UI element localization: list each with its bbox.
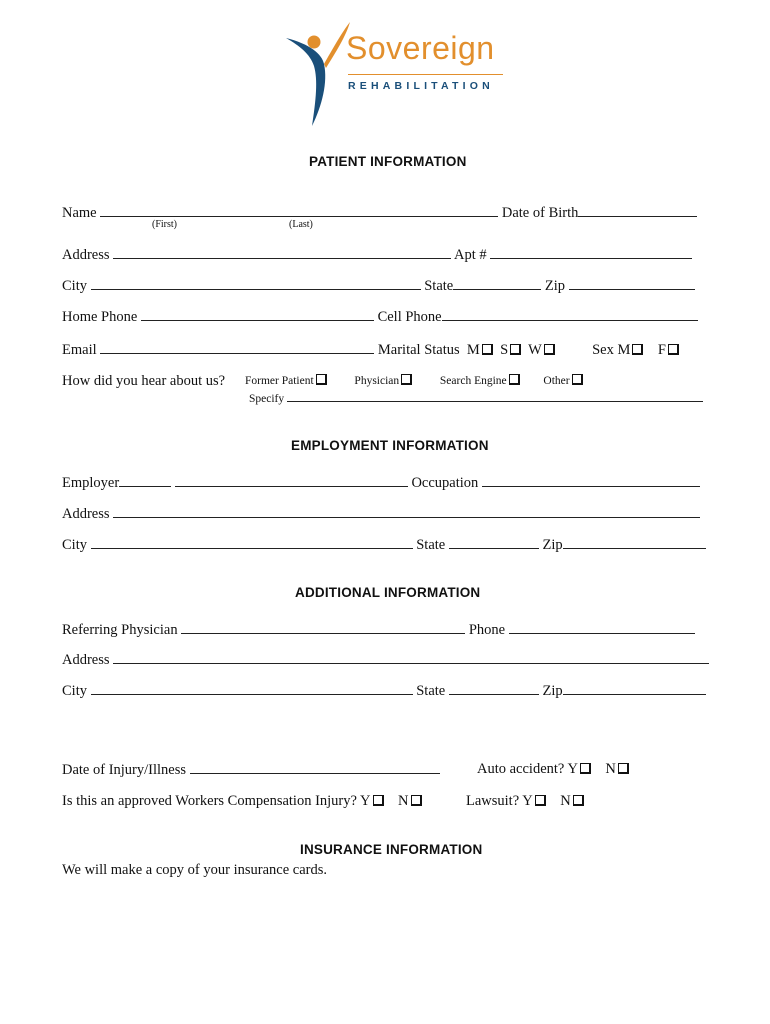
home-phone-field[interactable] bbox=[141, 307, 374, 321]
auto-accident-n-label: N bbox=[605, 761, 616, 777]
last-name-sublabel: (Last) bbox=[289, 219, 313, 230]
company-logo bbox=[280, 20, 510, 130]
phone-row bbox=[62, 307, 698, 326]
option-physician-checkbox[interactable] bbox=[401, 374, 412, 385]
referral-source-row bbox=[62, 372, 225, 390]
specify-row bbox=[249, 391, 703, 406]
employer-address-label: Address bbox=[62, 506, 110, 522]
state-label: State bbox=[424, 278, 454, 294]
marital-status-label: Marital Status bbox=[377, 342, 460, 358]
additional-zip-label: Zip bbox=[542, 683, 563, 699]
sex-f-checkbox[interactable] bbox=[668, 344, 679, 355]
occupation-field[interactable] bbox=[482, 473, 700, 487]
injury-date-field[interactable] bbox=[190, 760, 440, 774]
referring-physician-field[interactable] bbox=[181, 620, 465, 634]
sex-f-label: F bbox=[657, 342, 666, 358]
insurance-info-heading: INSURANCE INFORMATION bbox=[300, 842, 483, 857]
physician-phone-label: Phone bbox=[468, 622, 506, 638]
injury-date-label: Date of Injury/Illness bbox=[62, 762, 187, 778]
marital-m-label: M bbox=[466, 342, 480, 358]
address-row bbox=[62, 245, 692, 264]
dob-label: Date of Birth bbox=[501, 205, 579, 221]
workers-comp-n-label: N bbox=[398, 793, 409, 809]
email-label: Email bbox=[62, 342, 97, 358]
additional-city-label: City bbox=[62, 683, 87, 699]
logo-tagline: REHABILITATION bbox=[348, 80, 494, 92]
employer-state-label: State bbox=[416, 537, 446, 553]
workers-comp-row bbox=[62, 792, 422, 810]
employer-label: Employer bbox=[62, 475, 120, 491]
employer-city-label: City bbox=[62, 537, 87, 553]
apt-field[interactable] bbox=[490, 245, 692, 259]
employer-city-row bbox=[62, 535, 706, 554]
option-other-label: Other bbox=[543, 375, 570, 387]
employer-address-field[interactable] bbox=[113, 504, 700, 518]
workers-comp-yes-checkbox[interactable] bbox=[373, 795, 384, 806]
patient-info-heading: PATIENT INFORMATION bbox=[309, 154, 467, 169]
auto-accident-no-checkbox[interactable] bbox=[618, 763, 629, 774]
option-search-engine-checkbox[interactable] bbox=[509, 374, 520, 385]
specify-label: Specify bbox=[249, 393, 285, 405]
employer-zip-label: Zip bbox=[542, 537, 563, 553]
zip-field[interactable] bbox=[569, 276, 695, 290]
additional-city-field[interactable] bbox=[91, 681, 413, 695]
option-former-patient-checkbox[interactable] bbox=[316, 374, 327, 385]
additional-address-label: Address bbox=[62, 652, 110, 668]
address-field[interactable] bbox=[113, 245, 451, 259]
city-label: City bbox=[62, 278, 87, 294]
auto-accident-label: Auto accident? Y bbox=[477, 761, 578, 777]
additional-state-field[interactable] bbox=[449, 681, 539, 695]
employment-info-heading: EMPLOYMENT INFORMATION bbox=[291, 438, 489, 453]
cell-phone-label: Cell Phone bbox=[377, 309, 442, 325]
city-field[interactable] bbox=[91, 276, 421, 290]
referral-options bbox=[245, 374, 583, 388]
workers-comp-label: Is this an approved Workers Compensation Injury? Y bbox=[62, 793, 371, 809]
occupation-label: Occupation bbox=[411, 475, 479, 491]
email-row bbox=[62, 340, 679, 359]
name-field[interactable] bbox=[100, 203, 498, 217]
lawsuit-label: Lawsuit? Y bbox=[466, 793, 533, 809]
option-physician-label: Physician bbox=[354, 375, 400, 387]
marital-m-checkbox[interactable] bbox=[482, 344, 493, 355]
marital-s-label: S bbox=[500, 342, 509, 358]
referring-physician-label: Referring Physician bbox=[62, 622, 178, 638]
name-label: Name bbox=[62, 205, 97, 221]
additional-state-label: State bbox=[416, 683, 446, 699]
sex-m-label: Sex M bbox=[592, 342, 631, 358]
additional-address-row bbox=[62, 650, 709, 669]
logo-divider bbox=[348, 74, 503, 75]
sex-m-checkbox[interactable] bbox=[632, 344, 643, 355]
additional-address-field[interactable] bbox=[113, 650, 709, 664]
home-phone-label: Home Phone bbox=[62, 309, 138, 325]
auto-accident-yes-checkbox[interactable] bbox=[580, 763, 591, 774]
hear-about-label: How did you hear about us? bbox=[62, 373, 226, 389]
first-name-sublabel: (First) bbox=[152, 219, 177, 230]
injury-date-row bbox=[62, 760, 440, 779]
email-field[interactable] bbox=[100, 340, 374, 354]
lawsuit-row bbox=[466, 792, 584, 810]
state-field[interactable] bbox=[453, 276, 541, 290]
logo-wordmark: Sovereign bbox=[346, 30, 495, 66]
dob-field[interactable] bbox=[578, 203, 697, 217]
marital-w-checkbox[interactable] bbox=[544, 344, 555, 355]
referring-physician-row bbox=[62, 620, 695, 639]
apt-label: Apt # bbox=[453, 247, 487, 263]
workers-comp-no-checkbox[interactable] bbox=[411, 795, 422, 806]
option-former-patient-label: Former Patient bbox=[245, 375, 314, 387]
additional-info-heading: ADDITIONAL INFORMATION bbox=[295, 585, 481, 600]
employer-field[interactable] bbox=[119, 473, 171, 487]
additional-zip-field[interactable] bbox=[563, 681, 706, 695]
cell-phone-field[interactable] bbox=[442, 307, 698, 321]
marital-s-checkbox[interactable] bbox=[510, 344, 521, 355]
employer-address-row bbox=[62, 504, 700, 523]
zip-label: Zip bbox=[544, 278, 565, 294]
option-search-engine-label: Search Engine bbox=[439, 375, 507, 387]
address-label: Address bbox=[62, 247, 110, 263]
physician-phone-field[interactable] bbox=[509, 620, 695, 634]
employer-field-extended[interactable] bbox=[175, 473, 408, 487]
employer-row bbox=[62, 473, 700, 492]
additional-city-row bbox=[62, 681, 706, 700]
lawsuit-yes-checkbox[interactable] bbox=[535, 795, 546, 806]
employer-zip-field[interactable] bbox=[563, 535, 706, 549]
lawsuit-n-label: N bbox=[560, 793, 571, 809]
option-other-checkbox[interactable] bbox=[572, 374, 583, 385]
city-row bbox=[62, 276, 695, 295]
employer-state-field[interactable] bbox=[449, 535, 539, 549]
insurance-note: We will make a copy of your insurance cards. bbox=[62, 862, 327, 878]
employer-city-field[interactable] bbox=[91, 535, 413, 549]
specify-field[interactable] bbox=[287, 391, 703, 402]
auto-accident-row bbox=[477, 760, 629, 778]
lawsuit-no-checkbox[interactable] bbox=[573, 795, 584, 806]
marital-w-label: W bbox=[528, 342, 542, 358]
